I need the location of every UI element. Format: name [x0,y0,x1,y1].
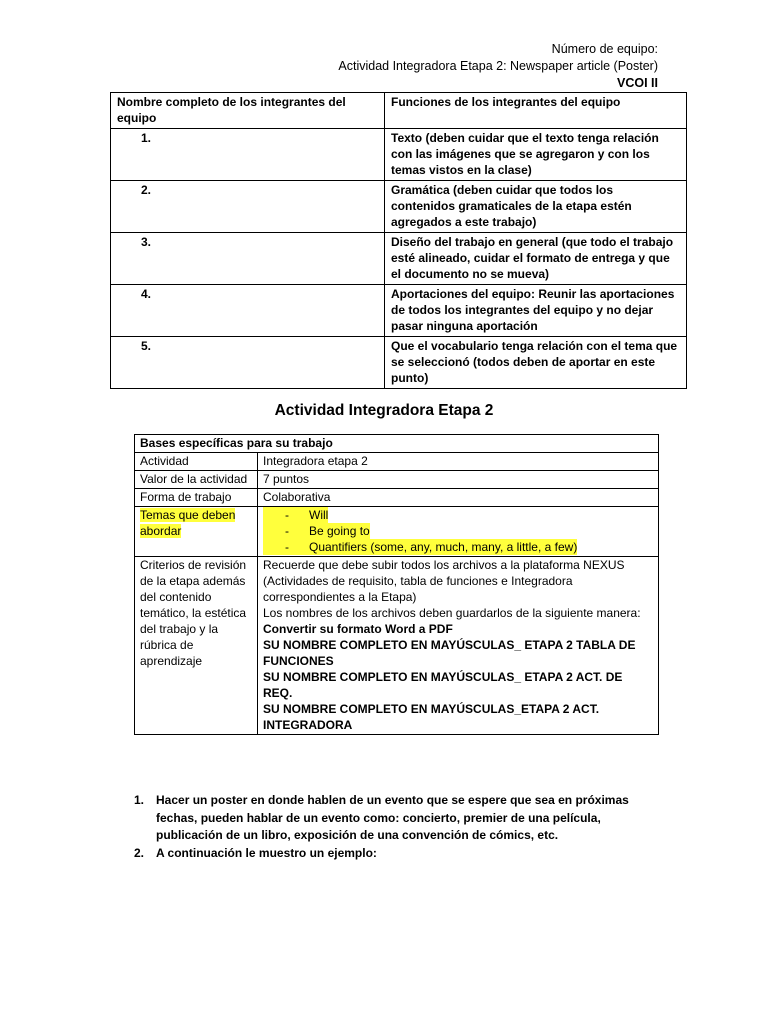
criterios-content [258,557,659,735]
temas-label-cell [135,507,258,557]
list-item [134,792,654,845]
list-item: - Quantifiers (some, any, much, many, a little, a few) [263,539,653,555]
forma-label: Forma de trabajo [135,489,258,507]
table-row [135,453,659,471]
valor-label: Valor de la actividad [135,471,258,489]
instructions-list [134,792,654,862]
temas-list-cell [258,507,659,557]
step-number: 2. [134,845,145,860]
course-code: VCOI II [617,76,658,90]
table-row [111,233,687,285]
criterios-text-2: Los nombres de los archivos deben guardarlos de la siguiente manera: [263,606,641,620]
member-function: Texto (deben cuidar que el texto tenga relación con las imágenes que se agregaron y con los temas vistos en la clase) [385,129,687,181]
bases-table [134,434,659,735]
bases-title: Bases específicas para su trabajo [135,435,659,453]
table-row [135,435,659,453]
valor-value: 7 puntos [258,471,659,489]
step-text: A continuación le muestro un ejemplo: [156,845,377,860]
table-header-row [111,93,687,129]
temas-label: Temas que deben abordar [140,508,236,538]
col-header-names: Nombre completo de los integrantes del equipo [111,93,385,129]
table-row [111,285,687,337]
actividad-label: Actividad [135,453,258,471]
member-function: Gramática (deben cuidar que todos los contenidos gramaticales de la etapa estén agregados a este trabajo) [385,181,687,233]
member-number: 3. [111,233,385,285]
table-row [111,129,687,181]
document-header [338,41,658,92]
step-text: Hacer un poster en donde hablen de un evento que se espere que sea en próximas fechas, pueden hablar de un evento como: concierto, premier de una película, publicación de un libro, exposición de una convención de cómics, etc. [156,793,629,842]
list-item [134,845,654,863]
team-functions-table [110,92,687,389]
member-function: Aportaciones del equipo: Reunir las aportaciones de todos los integrantes del equipo y no dejar pasar ninguna aportación [385,285,687,337]
criterios-text: Recuerde que debe subir todos los archivos a la plataforma NEXUS (Actividades de requisito, tabla de funciones e Integradora correspondientes a la Etapa) [263,558,625,604]
criterios-bold-line: SU NOMBRE COMPLETO EN MAYÚSCULAS_ ETAPA 2 TABLA DE FUNCIONES [263,638,636,668]
criterios-bold-line: SU NOMBRE COMPLETO EN MAYÚSCULAS_ETAPA 2 ACT. INTEGRADORA [263,702,600,732]
activity-title: Actividad Integradora Etapa 2: Newspaper article (Poster) [338,59,658,73]
actividad-value: Integradora etapa 2 [258,453,659,471]
table-row [135,507,659,557]
member-function: Que el vocabulario tenga relación con el tema que se seleccionó (todos deben de aportar en este punto) [385,337,687,389]
forma-value: Colaborativa [258,489,659,507]
temas-list [263,507,653,555]
list-item: - Be going to [263,523,653,539]
criterios-label: Criterios de revisión de la etapa además del contenido temático, la estética del trabajo y la rúbrica de aprendizaje [135,557,258,735]
list-item: - Will [263,507,653,523]
criterios-bold-line: Convertir su formato Word a PDF [263,622,453,636]
table-row [111,181,687,233]
team-number-label: Número de equipo: [551,42,658,56]
table-row [111,337,687,389]
member-function: Diseño del trabajo en general (que todo el trabajo esté alineado, cuidar el formato de entrega y que el documento no se mueva) [385,233,687,285]
member-number: 4. [111,285,385,337]
member-number: 1. [111,129,385,181]
member-number: 5. [111,337,385,389]
criterios-bold-line: SU NOMBRE COMPLETO EN MAYÚSCULAS_ ETAPA 2 ACT. DE REQ. [263,670,623,700]
section-title: Actividad Integradora Etapa 2 [274,402,494,419]
table-row [135,489,659,507]
step-number: 1. [134,793,145,807]
table-row [135,557,659,735]
member-number: 2. [111,181,385,233]
table-row [135,471,659,489]
col-header-functions: Funciones de los integrantes del equipo [385,93,687,129]
